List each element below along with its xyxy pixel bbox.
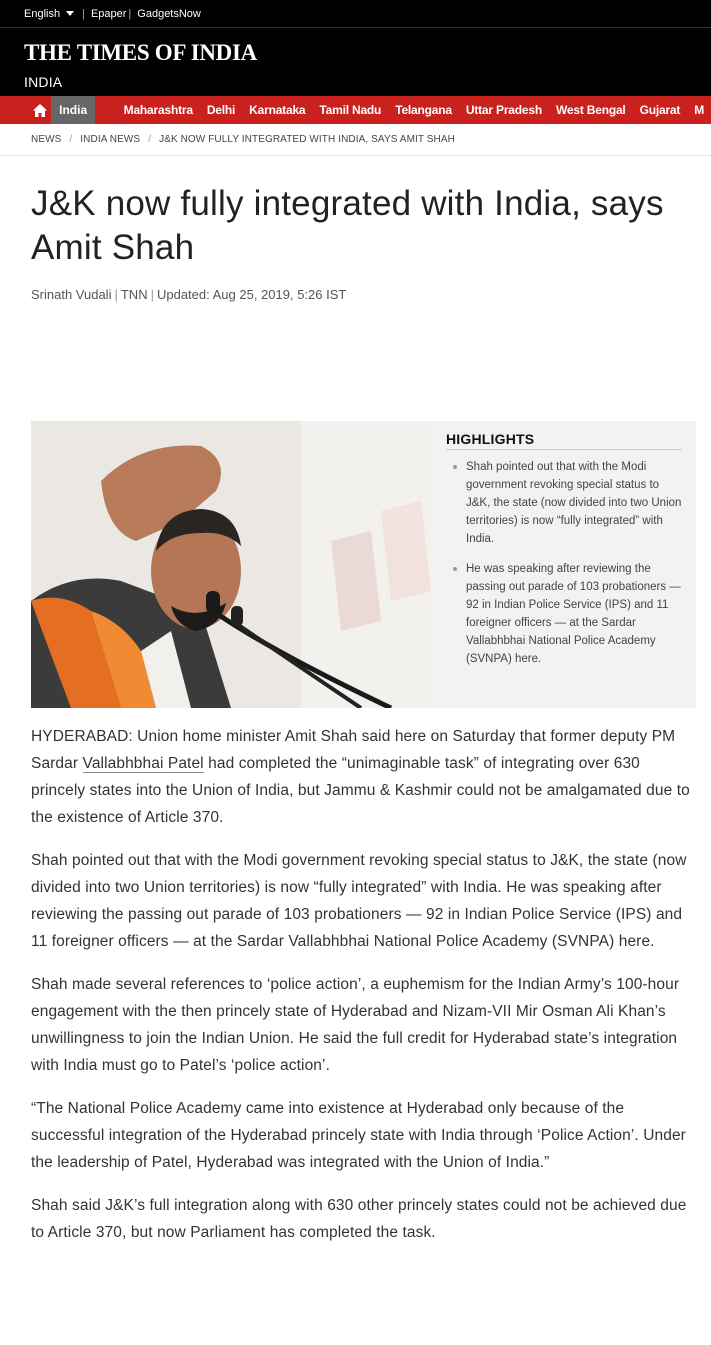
site-logo[interactable]: THE TIMES OF INDIA xyxy=(24,40,257,65)
author-link[interactable]: Srinath Vudali xyxy=(31,287,112,302)
lead-image xyxy=(31,421,431,708)
breadcrumb-current: J&K NOW FULLY INTEGRATED WITH INDIA, SAYS AMIT SHAH xyxy=(159,134,455,145)
nav-item-uttar-pradesh[interactable]: Uttar Pradesh xyxy=(465,103,542,117)
epaper-link[interactable]: Epaper xyxy=(90,7,127,20)
language-selector[interactable] xyxy=(24,8,80,20)
article-paragraph: Shah pointed out that with the Modi government revoking special status to J&K, the state (now divided into two Union territories) is now “fully integrated” with India. He was speaking after reviewing the passing out parade of 103 probationers — 92 in Indian Police Service (IPS) and 11 foreigner officers — at the Sardar Vallabhbhai National Police Academy (SVNPA) here. xyxy=(31,852,687,950)
nav-item-gujarat[interactable]: Gujarat xyxy=(639,103,681,117)
highlight-item: He was speaking after reviewing the passing out parade of 103 probationers — 92 in Indian Police Service (IPS) and 11 foreigner officers — at the Sardar Vallabhbhai National Police Academy (SVNPA) here. xyxy=(446,560,682,668)
updated-timestamp: Updated: Aug 25, 2019, 5:26 IST xyxy=(156,287,347,302)
article-paragraph: Shah said J&K’s full integration along with 630 other princely states could not be achieved due to Article 370, but now Parliament has completed the task. xyxy=(31,1197,687,1241)
article-headline: J&K now fully integrated with India, says Amit Shah xyxy=(31,184,664,267)
source-label: TNN xyxy=(120,287,148,302)
article-paragraph: HYDERABAD: Union home minister Amit Shah said here on Saturday that former deputy PM Sardar Vallabhbhai Patel had completed the “unimaginable task” of integrating over 630 princely states into the Union of India, but Jammu & Kashmir could not be amalgamated due to the existence of Article 370. xyxy=(31,728,690,826)
breadcrumb-news[interactable]: NEWS xyxy=(31,134,62,145)
divider: | xyxy=(82,7,85,20)
nav-item-west-bengal[interactable]: West Bengal xyxy=(555,103,626,117)
nav-item-tamil-nadu[interactable]: Tamil Nadu xyxy=(319,103,382,117)
top-utility-bar xyxy=(0,0,711,28)
nav-item-karnataka[interactable]: Karnataka xyxy=(249,103,306,117)
home-icon[interactable] xyxy=(28,96,51,124)
nav-item-delhi[interactable]: Delhi xyxy=(206,103,236,117)
nav-item-more[interactable]: M xyxy=(694,103,704,117)
caret-down-icon xyxy=(66,11,74,16)
highlights-box xyxy=(431,421,696,708)
highlights-title: HIGHLIGHTS xyxy=(446,431,682,450)
breadcrumb-india-news[interactable]: INDIA NEWS xyxy=(80,134,141,145)
article-body xyxy=(31,723,691,1262)
nav-item-telangana[interactable]: Telangana xyxy=(395,103,452,117)
breadcrumb: NEWS / INDIA NEWS / J&K NOW FULLY INTEGRATED WITH INDIA, SAYS AMIT SHAH xyxy=(0,124,711,156)
language-label: English xyxy=(24,7,61,20)
section-nav xyxy=(0,96,711,124)
article-paragraph: Shah made several references to ‘police action’, a euphemism for the Indian Army’s 100-hour engagement with the then princely state of Hyderabad and Nizam-VII Mir Osman Ali Khan’s unwillingness to join the Indian Union. He said the full credit for Hyderabad state’s integration with India must go to Patel’s ‘police action’. xyxy=(31,976,680,1074)
article-paragraph: “The National Police Academy came into existence at Hyderabad only because of the successful integration of the Hyderabad princely state with India through ‘Police Action’. Under the leadership of Patel, Hyderabad was integrated with the Union of India.” xyxy=(31,1100,686,1171)
article-byline: Srinath Vudali | TNN | Updated: Aug 25, 2019, 5:26 IST xyxy=(31,287,347,302)
masthead xyxy=(0,28,711,96)
nav-item-maharashtra[interactable]: Maharashtra xyxy=(123,103,193,117)
highlight-item: Shah pointed out that with the Modi government revoking special status to J&K, the state (now divided into two Union territories) is now “fully integrated” with India. xyxy=(446,458,682,548)
vallabhbhai-patel-link[interactable]: Vallabhbhai Patel xyxy=(82,755,204,772)
nav-item-india[interactable]: India xyxy=(51,96,95,124)
section-title[interactable]: INDIA xyxy=(24,74,63,90)
divider: | xyxy=(128,7,132,20)
gadgetsnow-link[interactable]: GadgetsNow xyxy=(137,7,201,20)
